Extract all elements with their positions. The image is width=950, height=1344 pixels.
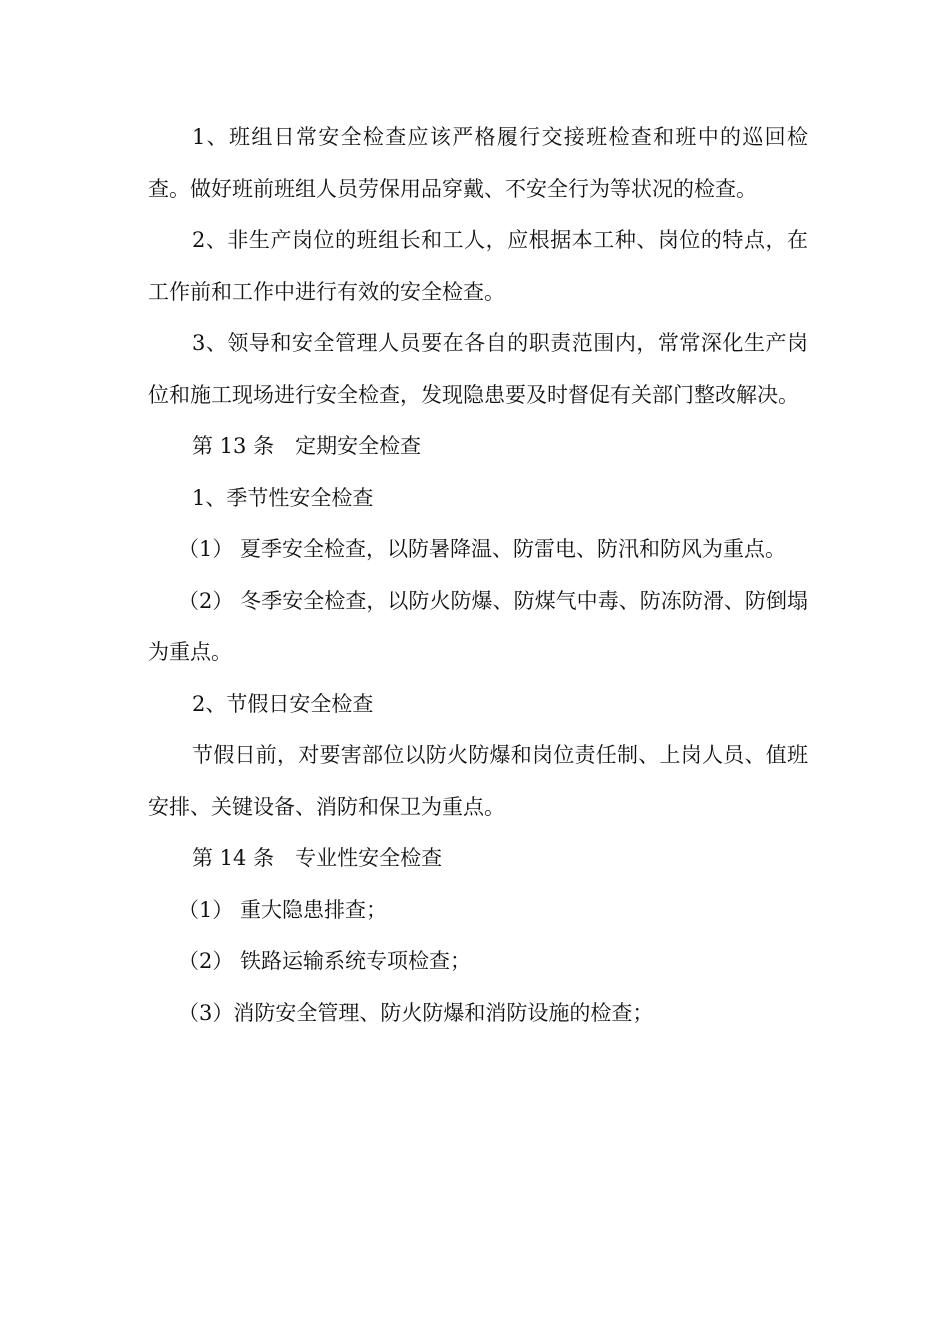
document-body — [148, 112, 808, 1039]
paragraph-daily-check-3: 3、领导和安全管理人员要在各自的职责范围内，常常深化生产岗位和施工现场进行安全检查，发现隐患要及时督促有关部门整改解决。 — [148, 331, 808, 407]
special-check-item-3: （3）消防安全管理、防火防爆和消防设施的检查； — [178, 1000, 654, 1025]
summer-check-item: （1） 夏季安全检查，以防暑降温、防雷电、防汛和防风为重点。 — [178, 537, 787, 561]
article-13-heading: 第 13 条 定期安全检查 — [192, 434, 422, 458]
winter-check-item: （2） 冬季安全检查，以防火防爆、防煤气中毒、防冻防滑、防倒塌为重点。 — [148, 588, 808, 664]
holiday-check-text: 节假日前，对要害部位以防火防爆和岗位责任制、上岗人员、值班安排、关键设备、消防和保卫为重点。 — [148, 743, 808, 819]
holiday-check-heading: 2、节假日安全检查 — [192, 691, 374, 716]
special-check-item-2: （2） 铁路运输系统专项检查； — [178, 949, 472, 973]
paragraph-daily-check-2: 2、非生产岗位的班组长和工人，应根据本工种、岗位的特点，在工作前和工作中进行有效的安全检查。 — [148, 228, 808, 304]
seasonal-check-heading: 1、季节性安全检查 — [192, 485, 374, 510]
special-check-item-1: （1） 重大隐患排查； — [178, 897, 388, 922]
article-14-heading: 第 14 条 专业性安全检查 — [192, 846, 443, 870]
paragraph-daily-check-1: 1、班组日常安全检查应该严格履行交接班检查和班中的巡回检查。做好班前班组人员劳保用品穿戴、不安全行为等状况的检查。 — [148, 125, 808, 201]
